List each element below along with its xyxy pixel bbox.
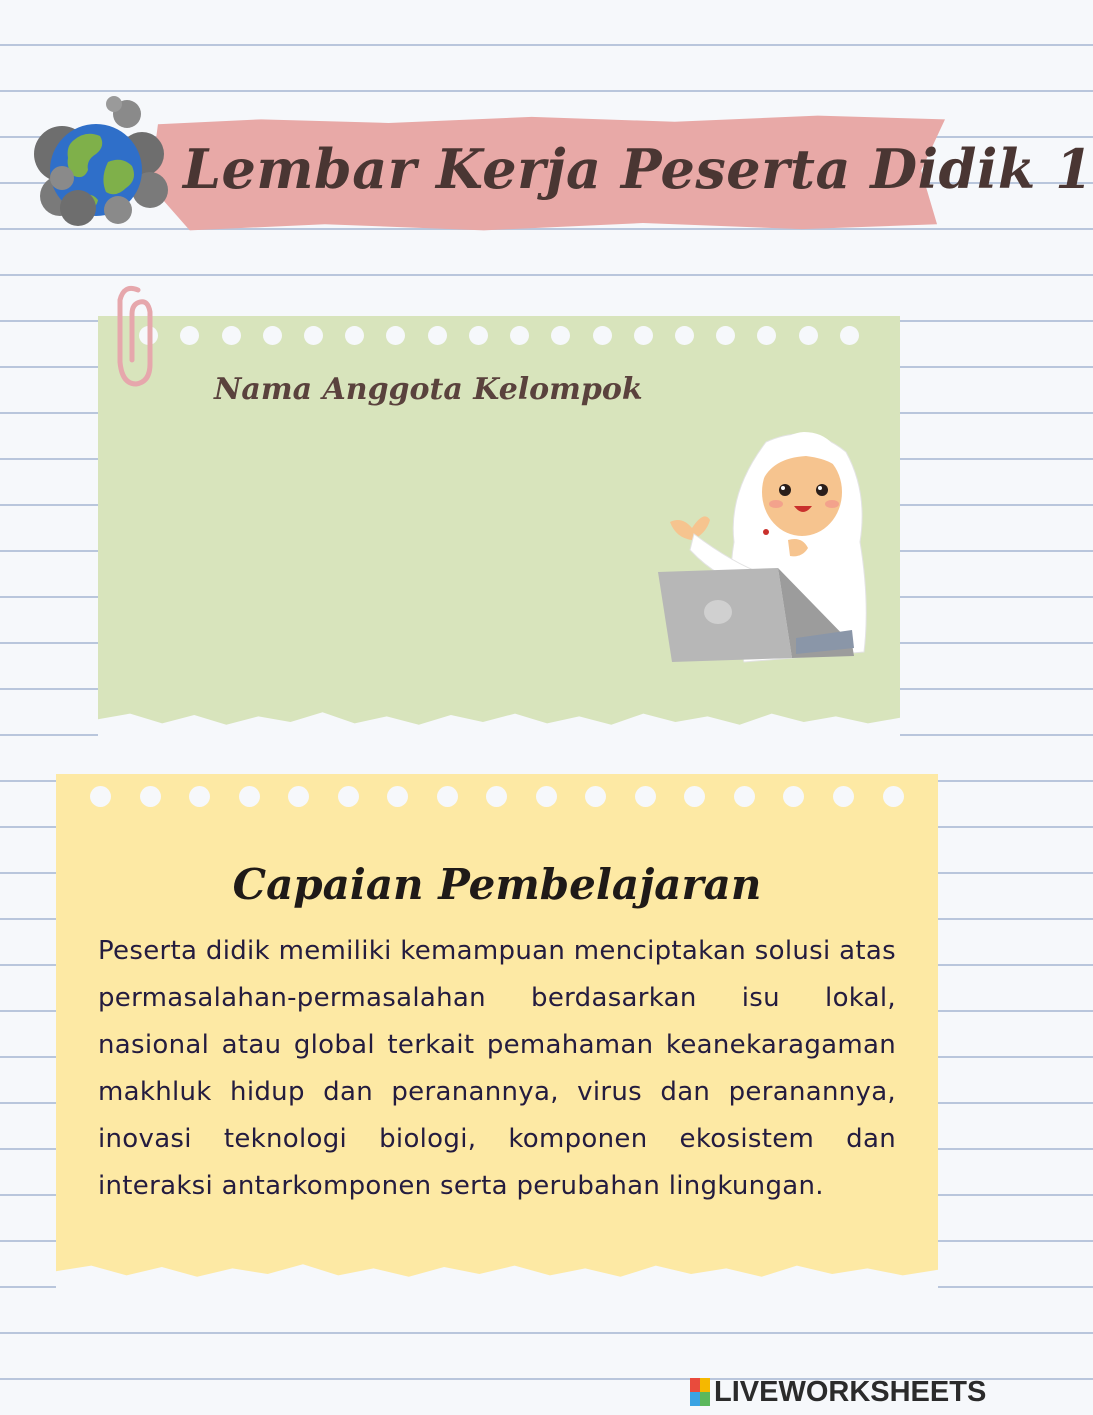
learning-outcomes-title: Capaian Pembelajaran bbox=[232, 860, 762, 909]
globe-icon bbox=[22, 92, 172, 242]
logo-text: LIVEWORKSHEETS bbox=[714, 1375, 987, 1408]
liveworksheets-logo[interactable] bbox=[690, 1372, 990, 1412]
torn-edge bbox=[98, 708, 900, 736]
student-illustration bbox=[654, 412, 889, 667]
learning-outcomes-text: Peserta didik memiliki kemampuan menciptakan solusi atas permasalahan-permasalahan berdasarkan isu lokal, nasional atau global terkait pemahaman keanekaragaman makhluk hidup dan peranannya, virus dan peranannya, inovasi teknologi biologi, komponen ekosistem dan interaksi antarkomponen serta perubahan lingkungan. bbox=[98, 936, 896, 1201]
binder-holes bbox=[98, 326, 900, 348]
liveworksheets-logo-icon bbox=[690, 1378, 710, 1406]
torn-edge bbox=[56, 1260, 938, 1288]
binder-holes bbox=[56, 786, 938, 808]
worksheet-title: Lembar Kerja Peserta Didik 1 bbox=[183, 137, 1093, 201]
paperclip-icon bbox=[112, 282, 154, 392]
group-members-label: Nama Anggota Kelompok bbox=[214, 372, 643, 407]
